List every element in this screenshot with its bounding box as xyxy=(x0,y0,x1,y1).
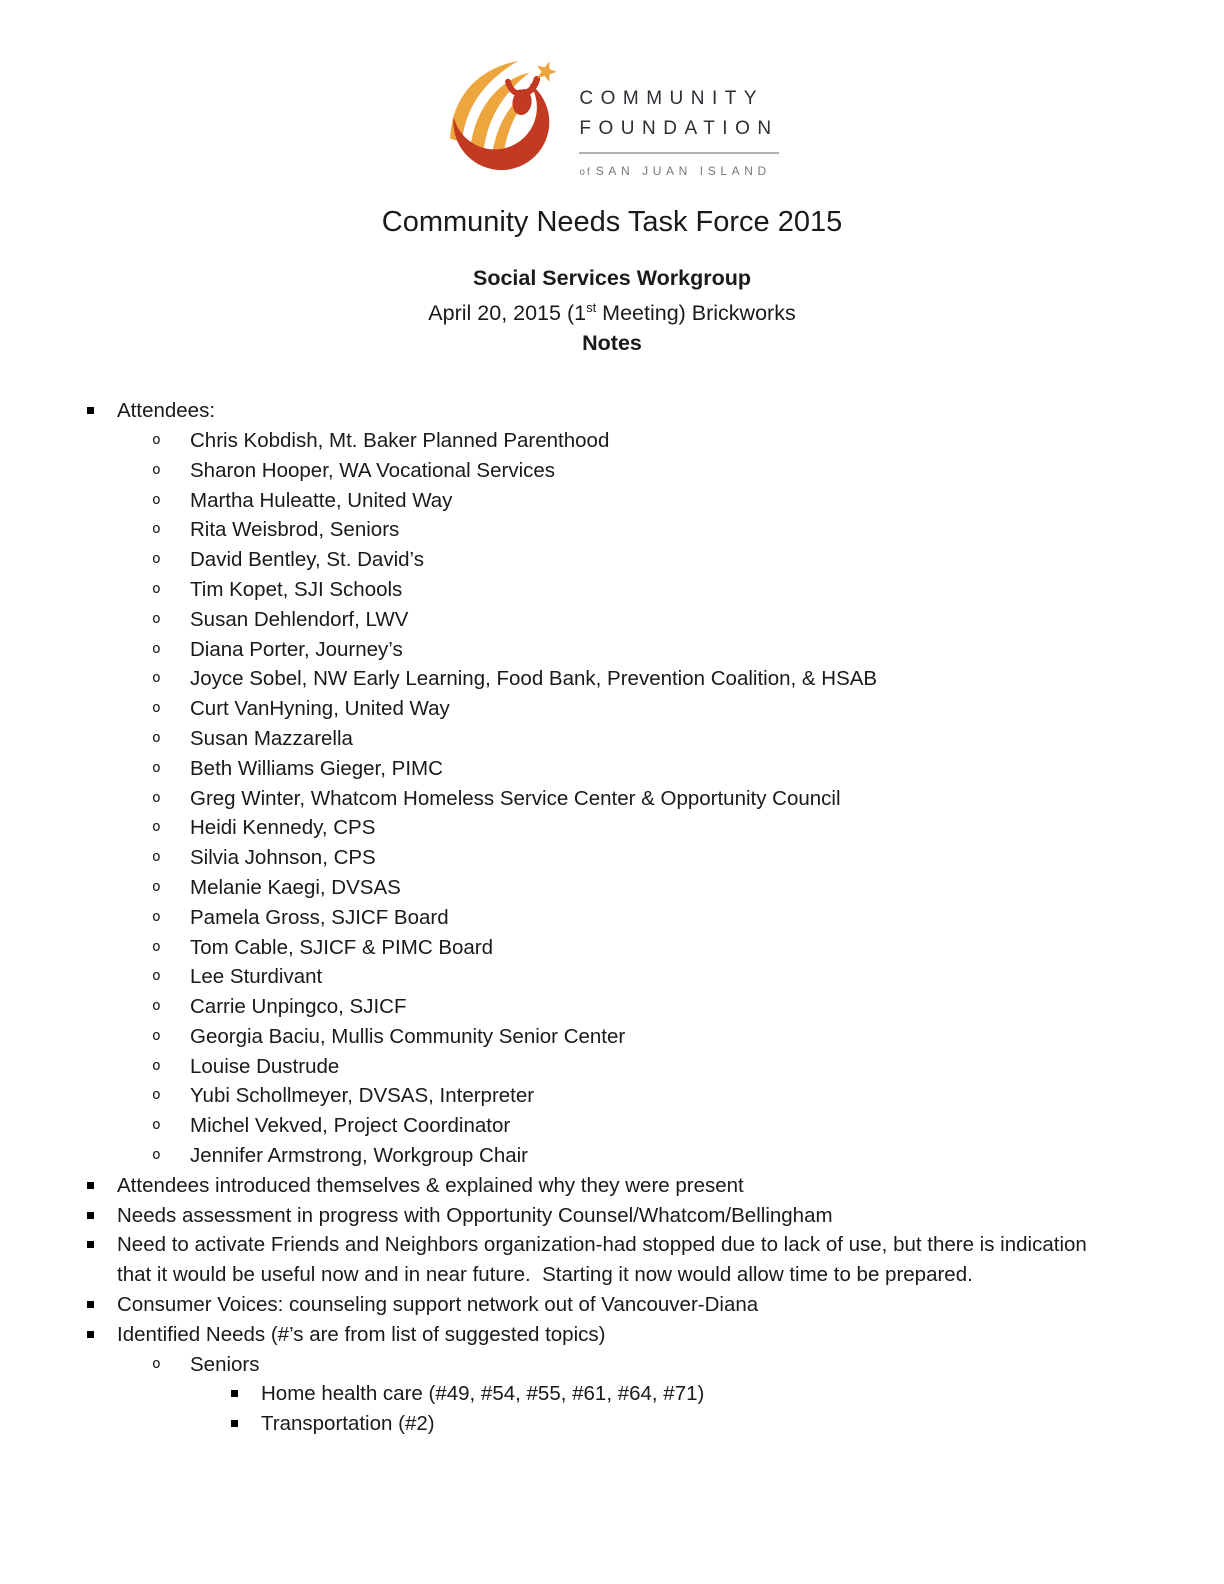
attendee-name: Michel Vekved, Project Coordinator xyxy=(190,1114,511,1138)
attendee-name: Silvia Johnson, CPS xyxy=(190,846,376,870)
needs-item xyxy=(190,1379,1106,1409)
attendee-item xyxy=(117,784,1106,814)
attendee-item xyxy=(117,545,1106,575)
attendee-name: Curt VanHyning, United Way xyxy=(190,697,450,721)
attendee-name: Sharon Hooper, WA Vocational Services xyxy=(190,458,556,482)
attendee-name: Martha Huleatte, United Way xyxy=(190,488,453,512)
logo-tagline xyxy=(579,164,778,178)
attendee-name: Diana Porter, Journey’s xyxy=(190,637,403,661)
circle-bullet-icon: o xyxy=(152,1117,161,1134)
circle-bullet-icon: o xyxy=(152,491,161,508)
top-level-list xyxy=(0,396,1106,1171)
attendee-item xyxy=(117,873,1106,903)
discussion-item xyxy=(0,1290,1106,1320)
discussion-item xyxy=(0,1230,1106,1290)
circle-bullet-icon: o xyxy=(152,640,161,657)
circle-bullet-icon: o xyxy=(152,551,161,568)
circle-bullet-icon: o xyxy=(152,759,161,776)
attendee-name: Yubi Schollmeyer, DVSAS, Interpreter xyxy=(190,1084,535,1108)
attendee-name: David Bentley, St. David’s xyxy=(190,548,424,572)
circle-bullet-icon: o xyxy=(152,610,161,627)
needs-group-list xyxy=(117,1350,1106,1439)
meeting-date-line xyxy=(0,293,1224,328)
attendee-item xyxy=(117,456,1106,486)
notes-heading: Notes xyxy=(582,331,642,356)
attendee-name: Beth Williams Gieger, PIMC xyxy=(190,756,443,780)
attendee-item xyxy=(117,1111,1106,1141)
logo-divider xyxy=(579,152,778,154)
attendee-name: Louise Dustrude xyxy=(190,1054,340,1078)
attendee-name: Lee Sturdivant xyxy=(190,965,323,989)
attendee-item xyxy=(117,903,1106,933)
discussion-text: Consumer Voices: counseling support network out of Vancouver-Diana xyxy=(117,1293,759,1317)
square-bullet-icon xyxy=(87,1301,94,1308)
logo-word-community: COMMUNITY xyxy=(579,88,765,109)
logo-tagline-rest: SAN JUAN ISLAND xyxy=(595,164,771,178)
date-prefix: April 20, 2015 (1 xyxy=(428,301,587,326)
circle-bullet-icon: o xyxy=(152,1027,161,1044)
square-bullet-icon xyxy=(231,1390,238,1397)
notes-body xyxy=(0,396,1224,1439)
circle-bullet-icon: o xyxy=(152,521,161,538)
logo-tagline-of: of xyxy=(579,167,592,178)
attendee-item xyxy=(117,992,1106,1022)
attendee-item xyxy=(117,575,1106,605)
attendee-name: Tim Kopet, SJI Schools xyxy=(190,577,403,601)
attendee-item xyxy=(117,426,1106,456)
needs-item-text: Home health care (#49, #54, #55, #61, #64, #71) xyxy=(261,1382,705,1406)
circle-bullet-icon: o xyxy=(152,819,161,836)
attendee-item xyxy=(117,754,1106,784)
discussion-item xyxy=(0,1201,1106,1231)
discussion-text: Attendees introduced themselves & explained why they were present xyxy=(117,1173,744,1197)
attendees-label: Attendees: xyxy=(117,399,216,423)
discussion-item xyxy=(0,1171,1106,1201)
attendee-name: Rita Weisbrod, Seniors xyxy=(190,518,400,542)
circle-bullet-icon: o xyxy=(152,849,161,866)
attendee-item xyxy=(117,1141,1106,1171)
attendee-item xyxy=(117,1022,1106,1052)
attendee-name: Joyce Sobel, NW Early Learning, Food Bank, Prevention Coalition, & HSAB xyxy=(190,667,878,691)
attendee-list xyxy=(117,426,1106,1171)
circle-bullet-icon: o xyxy=(152,729,161,746)
circle-bullet-icon: o xyxy=(152,1147,161,1164)
attendee-item xyxy=(117,664,1106,694)
attendee-item xyxy=(117,605,1106,635)
circle-bullet-icon: o xyxy=(152,908,161,925)
attendee-name: Greg Winter, Whatcom Homeless Service Center & Opportunity Council xyxy=(190,786,841,810)
circle-bullet-icon: o xyxy=(152,670,161,687)
circle-bullet-icon: o xyxy=(152,1087,161,1104)
circle-bullet-icon: o xyxy=(152,580,161,597)
community-foundation-emblem-icon xyxy=(445,56,561,180)
circle-bullet-icon: o xyxy=(152,789,161,806)
square-bullet-icon xyxy=(231,1420,238,1427)
square-bullet-icon xyxy=(87,1241,94,1248)
needs-group-label: Seniors xyxy=(190,1352,260,1376)
attendee-name: Georgia Baciu, Mullis Community Senior Center xyxy=(190,1024,626,1048)
circle-bullet-icon: o xyxy=(152,878,161,895)
identified-needs-section xyxy=(0,1320,1106,1439)
attendee-item xyxy=(117,635,1106,665)
attendee-name: Carrie Unpingco, SJICF xyxy=(190,995,407,1019)
attendee-name: Heidi Kennedy, CPS xyxy=(190,816,376,840)
square-bullet-icon xyxy=(87,1212,94,1219)
needs-group-seniors xyxy=(117,1350,1106,1439)
discussion-text: Need to activate Friends and Neighbors organization-had stopped due to lack of use, but there is indication that it would be useful now and in near future. Starting it now would allow time to be prepared. xyxy=(117,1233,1093,1287)
discussion-list xyxy=(0,1171,1106,1320)
attendee-name: Susan Mazzarella xyxy=(190,726,353,750)
circle-bullet-icon: o xyxy=(152,700,161,717)
attendee-name: Pamela Gross, SJICF Board xyxy=(190,905,449,929)
attendee-name: Jennifer Armstrong, Workgroup Chair xyxy=(190,1144,529,1168)
circle-bullet-icon: o xyxy=(152,968,161,985)
circle-bullet-icon: o xyxy=(152,461,161,478)
attendee-item xyxy=(117,724,1106,754)
square-bullet-icon xyxy=(87,1182,94,1189)
attendee-item xyxy=(117,694,1106,724)
circle-bullet-icon: o xyxy=(152,431,161,448)
needs-item-text: Transportation (#2) xyxy=(261,1412,435,1436)
attendee-name: Susan Dehlendorf, LWV xyxy=(190,607,409,631)
date-ordinal-suffix: st xyxy=(586,300,597,315)
attendee-item xyxy=(117,843,1106,873)
attendee-item xyxy=(117,486,1106,516)
attendee-name: Tom Cable, SJICF & PIMC Board xyxy=(190,935,494,959)
logo xyxy=(0,0,1224,180)
discussion-text: Needs assessment in progress with Opportunity Counsel/Whatcom/Bellingham xyxy=(117,1203,833,1227)
page-title: Community Needs Task Force 2015 xyxy=(381,206,843,238)
attendee-item xyxy=(117,813,1106,843)
circle-bullet-icon: o xyxy=(152,938,161,955)
date-suffix: Meeting) Brickworks xyxy=(596,301,796,326)
attendee-item xyxy=(117,1081,1106,1111)
square-bullet-icon xyxy=(87,407,94,414)
circle-bullet-icon: o xyxy=(152,998,161,1015)
logo-wordmark xyxy=(579,84,778,178)
identified-needs-list xyxy=(0,1320,1106,1439)
circle-bullet-icon: o xyxy=(152,1355,161,1372)
attendee-item xyxy=(117,933,1106,963)
workgroup-subtitle: Social Services Workgroup xyxy=(472,266,751,290)
needs-item-list xyxy=(190,1379,1106,1439)
attendee-item xyxy=(117,1052,1106,1082)
square-bullet-icon xyxy=(87,1331,94,1338)
needs-item xyxy=(190,1409,1106,1439)
attendee-item xyxy=(117,515,1106,545)
attendee-name: Melanie Kaegi, DVSAS xyxy=(190,875,401,899)
attendee-name: Chris Kobdish, Mt. Baker Planned Parenthood xyxy=(190,428,610,452)
attendees-section xyxy=(0,396,1106,1171)
identified-needs-label: Identified Needs (#’s are from list of suggested topics) xyxy=(117,1322,606,1346)
logo-word-foundation: FOUNDATION xyxy=(579,118,779,139)
attendee-item xyxy=(117,962,1106,992)
circle-bullet-icon: o xyxy=(152,1057,161,1074)
